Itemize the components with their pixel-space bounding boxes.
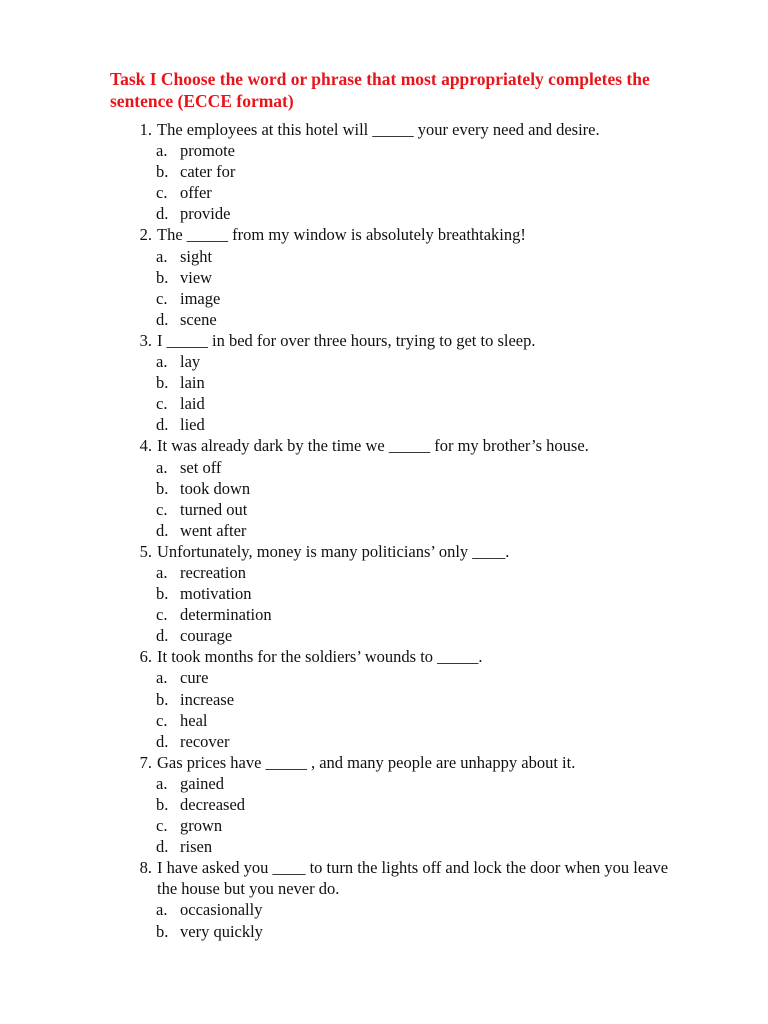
- option-letter: b.: [156, 584, 169, 604]
- question-number: 8.: [139, 858, 152, 878]
- question-number: 5.: [139, 541, 152, 561]
- answer-option: [0, 710, 768, 731]
- option-text: lied: [180, 415, 205, 435]
- answer-option: [0, 161, 768, 182]
- answer-option: [0, 499, 768, 520]
- option-text: turned out: [180, 499, 248, 519]
- option-text: recreation: [180, 562, 246, 582]
- option-letter: c.: [156, 183, 168, 203]
- answer-option: [0, 667, 768, 688]
- option-text: view: [180, 267, 213, 287]
- option-letter: d.: [156, 731, 169, 751]
- option-letter: d.: [156, 309, 169, 329]
- option-letter: c.: [156, 816, 168, 836]
- option-text: grown: [180, 816, 223, 836]
- answer-option: [0, 203, 768, 224]
- answer-option: [0, 288, 768, 309]
- option-letter: d.: [156, 837, 169, 857]
- option-letter: b.: [156, 689, 169, 709]
- answer-option: [0, 836, 768, 857]
- option-letter: a.: [156, 668, 168, 688]
- option-text: courage: [180, 626, 233, 646]
- option-letter: c.: [156, 605, 168, 625]
- option-letter: b.: [156, 267, 169, 287]
- question-number: 6.: [139, 647, 152, 667]
- option-text: took down: [180, 478, 251, 498]
- question-item: [0, 435, 768, 540]
- option-text: cure: [180, 668, 209, 688]
- option-text: sight: [180, 246, 213, 266]
- option-text: decreased: [180, 795, 246, 814]
- option-text: scene: [180, 309, 217, 329]
- question-item: [0, 541, 768, 646]
- option-text: promote: [180, 141, 235, 161]
- answer-option: [0, 457, 768, 478]
- question-text: It was already dark by the time we _____ for my brother’s house.: [157, 436, 589, 456]
- option-text: motivation: [180, 584, 252, 604]
- option-letter: a.: [156, 352, 168, 372]
- option-text: laid: [180, 394, 205, 414]
- question-number: 4.: [139, 436, 152, 456]
- question-number: 7.: [139, 752, 152, 772]
- option-letter: b.: [156, 478, 169, 498]
- option-text: set off: [180, 457, 222, 477]
- answer-option: [0, 267, 768, 288]
- option-text: provide: [180, 204, 231, 224]
- answer-option: [0, 731, 768, 752]
- option-text: image: [180, 288, 221, 308]
- answer-option: [0, 520, 768, 541]
- option-letter: d.: [156, 204, 169, 224]
- question-item: [0, 330, 768, 435]
- question-item: [0, 752, 768, 857]
- question-text: It took months for the soldiers’ wounds to _____.: [157, 647, 483, 667]
- answer-option: [0, 773, 768, 794]
- option-letter: c.: [156, 288, 168, 308]
- option-list: [0, 457, 768, 541]
- option-text: heal: [180, 710, 208, 730]
- option-letter: a.: [156, 141, 168, 161]
- answer-option: [0, 351, 768, 372]
- option-text: very quickly: [180, 921, 263, 941]
- option-text: determination: [180, 605, 272, 625]
- option-letter: a.: [156, 773, 168, 793]
- option-letter: b.: [156, 373, 169, 393]
- question-item: [0, 857, 768, 941]
- question-item: [0, 224, 768, 329]
- answer-option: [0, 140, 768, 161]
- question-number: 2.: [139, 225, 152, 245]
- answer-option: [0, 794, 768, 815]
- answer-option: [0, 921, 768, 942]
- answer-option: [0, 182, 768, 203]
- option-letter: a.: [156, 900, 168, 920]
- option-text: recover: [180, 731, 230, 751]
- option-text: went after: [180, 520, 247, 540]
- option-list: [0, 562, 768, 646]
- answer-option: [0, 309, 768, 330]
- question-text: I _____ in bed for over three hours, trying to get to sleep.: [157, 330, 536, 350]
- option-letter: c.: [156, 499, 168, 519]
- option-letter: d.: [156, 520, 169, 540]
- answer-option: [0, 246, 768, 267]
- option-list: [0, 667, 768, 751]
- option-letter: a.: [156, 246, 168, 266]
- answer-option: [0, 604, 768, 625]
- answer-option: [0, 689, 768, 710]
- answer-option: [0, 393, 768, 414]
- option-text: cater for: [180, 162, 236, 182]
- question-list: [0, 119, 768, 942]
- question-text: Gas prices have _____ , and many people are unhappy about it.: [157, 752, 576, 772]
- option-letter: b.: [156, 162, 169, 182]
- option-letter: b.: [156, 921, 169, 941]
- answer-option: [0, 625, 768, 646]
- option-text: lain: [180, 373, 205, 393]
- answer-option: [0, 372, 768, 393]
- option-list: [0, 773, 768, 857]
- answer-option: [0, 562, 768, 583]
- question-number: 3.: [139, 330, 152, 350]
- option-letter: d.: [156, 626, 169, 646]
- option-text: gained: [180, 773, 224, 793]
- answer-option: [0, 899, 768, 920]
- option-list: [0, 246, 768, 330]
- option-list: [0, 140, 768, 224]
- question-text: The _____ from my window is absolutely breathtaking!: [157, 225, 526, 245]
- option-list: [0, 899, 768, 941]
- question-item: [0, 119, 768, 224]
- option-text: offer: [180, 183, 212, 203]
- question-text: I have asked you ____ to turn the lights off and lock the door when you leave the house but you never do.: [157, 858, 669, 899]
- answer-option: [0, 583, 768, 604]
- option-letter: c.: [156, 710, 168, 730]
- option-letter: b.: [156, 795, 169, 814]
- option-letter: a.: [156, 457, 168, 477]
- question-text: The employees at this hotel will _____ your every need and desire.: [157, 120, 600, 139]
- option-text: lay: [180, 352, 201, 372]
- question-number: 1.: [139, 120, 152, 139]
- option-text: risen: [180, 837, 213, 857]
- answer-option: [0, 478, 768, 499]
- task-title: Task I Choose the word or phrase that most appropriately completes the sentence (ECCE format): [110, 69, 650, 111]
- option-text: occasionally: [180, 900, 263, 920]
- option-letter: a.: [156, 562, 168, 582]
- option-text: increase: [180, 689, 235, 709]
- question-text: Unfortunately, money is many politicians’ only ____.: [157, 541, 510, 561]
- option-list: [0, 351, 768, 435]
- question-item: [0, 646, 768, 751]
- option-letter: d.: [156, 415, 169, 435]
- answer-option: [0, 414, 768, 435]
- option-letter: c.: [156, 394, 168, 414]
- answer-option: [0, 815, 768, 836]
